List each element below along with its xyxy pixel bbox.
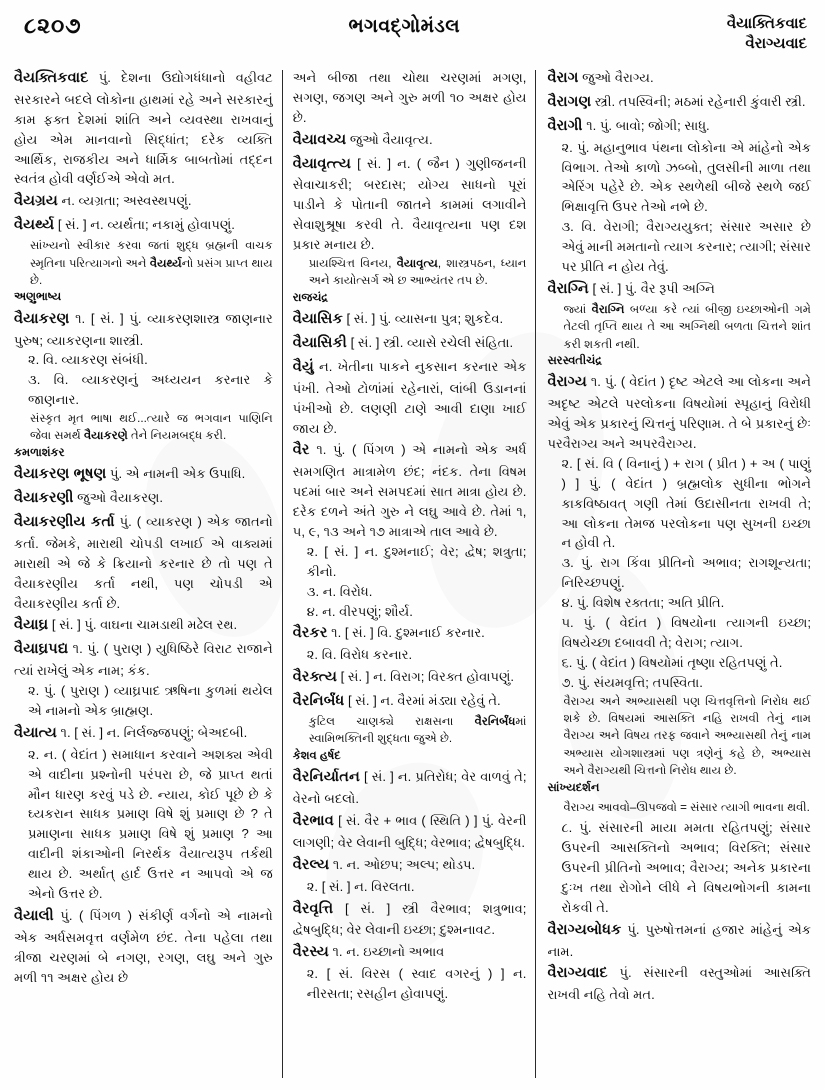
entry-headline bbox=[14, 464, 273, 486]
dictionary-entry bbox=[293, 440, 527, 621]
entry-headword: વૈર bbox=[292, 442, 310, 459]
entry-usage-note: વૈરાગ્ય આવવો–ઊપજવો = સંસાર ત્યાગી ભાવના થવી. bbox=[563, 800, 810, 814]
entry-sense: ૨. વિ. વિરોધ કરનાર. bbox=[306, 647, 413, 663]
entry-definition: પું. પુરુષોત્તમનાં હજાર માંહેનું એક નામ. bbox=[547, 921, 811, 959]
entry-headword: વૈરસ્ય bbox=[292, 944, 329, 961]
entry-definition: [ સં. ] પું. વ્યાસના પુત્ર; શુકદેવ. bbox=[342, 311, 504, 327]
entry-definition: [ સં. ] ન. ( જૈન ) ગુણીજનની સેવાચાકરી; બરદાસ; યોગ્ય સાધનો પૂરાં પાડીને કે પોતાની જાતને કામમાં લગાવીને સેવાશુશ્રૂષા કરવી તે. વૈયાવૃત્યના પણ દશ પ્રકાર મનાય છે. bbox=[292, 155, 527, 253]
entry-definition: પું. ( પિંગળ ) સંકીર્ણ વર્ગનો એ નામનો એક અર્ધસમવૃત્ત વર્ણમેળ છંદ. તેના પહેલા તથા ત્રીજા ચરણમાં બે નગણ, રગણ, લઘુ અને ગુરુ મળી ૧૧ અક્ષર હોય છે bbox=[14, 907, 273, 985]
entry-headline bbox=[14, 512, 273, 613]
entry-sense: ૧. ન. ઓછપ; અલ્પ; થોડપ. bbox=[329, 856, 476, 872]
entry-headword: વૈરલ્ય bbox=[292, 856, 330, 873]
entry-sense: ૧. પું. ( પિંગળ ) એ નામનો એક અર્ધ સમગણિત માત્રામેળ છંદ; નંદક. તેના વિષમ પદમાં બાર અને સમપદમાં સાત માત્રા હોય છે. દરેક દળને અંતે ગુરુ ને લઘુ આવે છે. તેમાં ૧, ૫, ૯, ૧૩ અને ૧૭ માત્રાએ તાલ આવે છે. bbox=[292, 442, 527, 540]
dictionary-entry bbox=[14, 906, 273, 988]
entry-headword: વૈરાગ્યબોધક bbox=[547, 921, 622, 938]
entry-headline bbox=[14, 191, 273, 213]
entry-sense: ૧. [ સં. ] વિ. દુશ્મનાઈ કરનાર. bbox=[327, 625, 485, 641]
dictionary-entry bbox=[293, 691, 527, 765]
entry-headword: વૈયર્થ્ય bbox=[14, 217, 55, 234]
entry-quotation: જ્યાં વૈરાગ્નિ બળ્યા કરે ત્યાં બીજી ઇચ્છાઓની ગમે તેટલી તૃપ્તિ થાય તે આ અગ્નિથી બળતા ચિત્તને શાંત કરી શકતી નથી. bbox=[563, 302, 811, 351]
entry-definition: પું. સંસારની વસ્તુઓમાં આસક્તિ રાખવી નહિ તેવો મત. bbox=[547, 965, 811, 1003]
entry-headline bbox=[293, 899, 527, 941]
entry-definition: જુઓ વૈયાવૃત્ય. bbox=[346, 131, 433, 147]
dictionary-entry bbox=[14, 488, 273, 510]
entry-sense: ૪. ન. વીરપણું; શૌર્ય. bbox=[306, 603, 413, 619]
entry-definition: [ સં. ] પું. વૈર રૂપી અગ્નિ bbox=[588, 280, 715, 296]
entry-definition: સ્ત્રી. તપસ્વિની; મઠમાં રહેનારી કુંવારી સ્ત્રી. bbox=[591, 93, 806, 109]
dictionary-entry bbox=[293, 811, 527, 853]
entry-headline bbox=[293, 333, 527, 355]
entry-definition: [ સં. ] ન. વ્યર્થતા; નકામું હોવાપણું. bbox=[54, 217, 235, 233]
entry-headline bbox=[293, 154, 527, 255]
entry-headline bbox=[547, 920, 811, 962]
entry-headword: વૈરકર bbox=[292, 625, 328, 642]
entry-continuation: અને બીજા તથા ચોથા ચરણમાં મગણ, સગણ, જગણ અને ગુરુ મળી ૧૦ અક્ષર હોય છે. bbox=[292, 70, 527, 125]
entry-headline bbox=[547, 68, 811, 90]
entry-sense: ૩. વિ. વેરાગી; વૈરાગ્યયુક્ત; સંસાર અસાર છે એવું માની મમતાનો ત્યાગ કરનાર; ત્યાગી; સંસાર પર પ્રીતિ ન હોય તેવું. bbox=[561, 219, 811, 275]
dictionary-entry bbox=[14, 68, 273, 189]
entry-headword: વૈરાગ bbox=[547, 70, 579, 86]
entry-headword: વૈયાસિક bbox=[292, 311, 343, 328]
entry-headline bbox=[14, 309, 273, 351]
entry-headword: વૈયાઘ્રપદ્ય bbox=[14, 641, 69, 658]
entry-definition: ન. ખેતીના પાકને નુકસાન કરનાર એક પંખી. તેઓ ટોળાંમાં રહેનારાં, લાંબી ઉડાનનાં પંખીઓ છે. લણણી ટાણે આવી દાણા ખાઈ જાય છે. bbox=[292, 358, 527, 436]
entry-headline bbox=[293, 855, 527, 877]
entry-sense: ૨. [ સં. વિ ( વિનાનું ) + રાગ ( પ્રીત ) + અ ( પાણું ) ] પું. ( વેદાંત ) બ્રહ્મલોક સુધીના ભોગને કાકવિષ્ઠાવત્ ગણી તેમાં ઉદાસીનતા રાખવી તે; આ લોકના તેમજ પરલોકના પણ સુખની ઇચ્છા ન હોવી તે. bbox=[561, 455, 811, 551]
entry-headword: વૈયાવચ્ચ bbox=[292, 131, 347, 148]
guide-words bbox=[727, 14, 811, 54]
entry-definition: પું. દેશના ઉદ્યોગધંધાનો વહીવટ સરકારને બદલે લોકોના હાથમાં રહે અને સરકારનું કામ ફક્ત દેશમાં શાંતિ અને વ્યવસ્થા રાખવાનું હોય એમ માનવાનો સિદ્ધાંત; દરેક વ્યક્તિ આર્થિક, રાજકીય અને ધાર્મિક બાબતોમાં તદ્દન સ્વતંત્ર હોવી વર્ણઈએ એવો મત. bbox=[14, 70, 273, 187]
entry-headword: વૈયાઘ્ર bbox=[14, 617, 49, 634]
dictionary-entry bbox=[293, 309, 527, 331]
dictionary-entry bbox=[14, 309, 273, 463]
dictionary-entry bbox=[547, 920, 811, 962]
folio-number: ૮૨૦૭ bbox=[24, 13, 82, 38]
entry-headword: વૈયાકરણીય કર્તા bbox=[14, 513, 115, 530]
entry-headline bbox=[547, 963, 811, 1005]
entry-headline bbox=[293, 130, 527, 152]
entry-sense: ૪. પું. વિશેષ રક્તતા; અતિ પ્રીતિ. bbox=[561, 595, 725, 611]
entry-definition: [ સં. ] ન. પ્રતિરોધ; વેર વાળવું તે; વેરનો બદલો. bbox=[292, 769, 527, 807]
entry-headline bbox=[293, 811, 527, 853]
text-column-1 bbox=[14, 68, 282, 1080]
entry-headline bbox=[14, 639, 273, 681]
entry-definition: [ સં. વૈર + ભાવ ( સ્થિતિ ) ] પું. વેરની લાગણી; વેર લેવાની બુદ્ધિ; વેરભાવ; દ્વેષબુદ્ધિ. bbox=[292, 812, 527, 850]
entry-headline bbox=[547, 116, 811, 138]
entry-sense: ૨. [ સં. ] ન. દુશ્મનાઈ; વેર; દ્વેષ; શત્રુતા; કીનો. bbox=[306, 543, 527, 579]
page-header bbox=[14, 14, 811, 66]
guide-word-last: વૈરાગ્યવાદ bbox=[745, 34, 807, 52]
entry-headline bbox=[293, 767, 527, 809]
entry-quotation: પ્રાયશ્ચિત્ત વિનય, વૈયાવૃત્ય, શાસ્ત્રપઠન, ધ્યાન અને કાયોત્સર્ગ એ છ આભ્યંતર તપ છે. bbox=[308, 257, 527, 288]
entry-sense: ૧. ન. ઇચ્છાનો અભાવ bbox=[328, 944, 445, 960]
entry-citation-source: કેશવ હર્ષદ bbox=[292, 749, 341, 762]
entry-sense: ૨. [ સં. ] ન. વિરલતા. bbox=[306, 878, 415, 894]
entry-headword: વૈરાગ્ય bbox=[547, 374, 587, 391]
dictionary-entry bbox=[14, 191, 273, 213]
guide-word-first: વૈયાક્તિકવાદ bbox=[726, 15, 807, 32]
entry-sense: ૩. ન. વિરોધ. bbox=[306, 583, 373, 599]
dictionary-entry bbox=[293, 130, 527, 152]
entry-headword: વૈયગ્રય bbox=[14, 193, 58, 210]
entry-headword: વૈયાકરણ bbox=[14, 310, 70, 327]
dictionary-entry bbox=[547, 372, 811, 797]
dictionary-entry bbox=[293, 333, 527, 355]
entry-headline bbox=[547, 92, 811, 114]
entry-sense: ૧. પું. ( પુરાણ ) યુધિષ્ઠિરે વિરાટ રાજાને ત્યાં રાખેલું એક નામ; કંક. bbox=[14, 641, 273, 679]
entry-citation-source: અણુભાષ્ય bbox=[14, 291, 62, 304]
column-container bbox=[14, 68, 811, 1080]
entry-definition: [ સં. ] સ્ત્રી વૈરભાવ; શત્રુભાવ; દ્વેષબુદ્ધિ; વેર લેવાની ઇચ્છા; દુશ્મનાવટ. bbox=[292, 900, 527, 938]
entry-headline bbox=[547, 372, 811, 454]
entry-quotation: સંસ્કૃત મૃત ભાષા થઈ...ત્યારે જ ભગવાન પાણિનિ જેવા સમર્થ વૈયાકરણે તેને નિયમબદ્ધ કરી. bbox=[30, 412, 273, 443]
entry-sense: ૨. પું. મહાનુભાવ પંથના લોકોના એ માંહેનો એક વિભાગ. તેઓ કાળો ઝબ્બો, તુલસીની માળા તથા એરિંગ પહેરે છે. એક સ્થળેથી બીજે સ્થળે જઈ ભિક્ષાવૃત્તિ ઉપર તેઓ નભે છે. bbox=[561, 139, 811, 215]
dictionary-entry bbox=[14, 615, 273, 637]
entry-headword: વૈરવૃત્તિ bbox=[292, 900, 334, 917]
entry-headword: વૈરાગ્યવાદ bbox=[547, 965, 608, 982]
entry-headword: વૈયાવૃત્ત્ય bbox=[292, 155, 351, 172]
dictionary-entry bbox=[293, 357, 527, 439]
entry-sense: ૧. [ સં. ] ન. નિર્લજ્જપણું; બેઅદબી. bbox=[56, 724, 248, 740]
entry-sense: ૨. ન. ( વેદાંત ) સમાધાન કરવાને અશક્ય એવી એ વાદીના પ્રશ્નોની પરંપરા છે, જે પ્રાપ્ત થતાં મૌન ધારણ કરવું પડે છે. ન્યાય, કોઈ પૂછે છે કે ઘ્યકરાન સાધક પ્રમાણ વિષે શું પ્રમાણ છે ? તે પ્રમાણના સાધક પ્રમાણ વિષે શું પ્રમાણ ? આ વાદીની શંકાઓની નિરર્થક વૈયાત્યરૂપ તર્કથી થાય છે. અર્થાત્ હાર્દ ઉત્તર ન આપવો એ જ એનો ઉત્તર છે. bbox=[28, 746, 273, 901]
entry-headline bbox=[14, 488, 273, 510]
entry-headword: વૈરાગણ bbox=[547, 93, 592, 110]
text-column-2 bbox=[283, 68, 536, 1080]
entry-headline bbox=[293, 667, 527, 689]
dictionary-entry bbox=[293, 667, 527, 689]
entry-citation-source: સાંખ્યદર્શન bbox=[547, 781, 600, 794]
text-column-3 bbox=[536, 68, 811, 1080]
entry-definition: જુઓ વૈયાકરણ. bbox=[73, 490, 164, 506]
entry-headword: વૈયાકરણ ભૂષણ bbox=[14, 466, 107, 483]
entry-headword: વૈરનિર્બંધ bbox=[292, 693, 345, 710]
dictionary-entry bbox=[547, 799, 811, 816]
entry-headword: વૈરનિર્યાતન bbox=[292, 769, 360, 786]
entry-quotation: કુટિલ ચાણક્યે રાક્ષસના વૈરનિર્બંધમાં સ્વામિભક્તિની શુદ્ધતા જુએ છે. bbox=[308, 715, 527, 746]
entry-headline bbox=[293, 357, 527, 439]
entry-sense: ૧. પું. બાવો; જોગી; સાધુ. bbox=[582, 117, 710, 133]
entry-sense: ૬. પું. ( વેદાંત ) વિષયોમાં તૃષ્ણા રહિતપણું તે. bbox=[561, 654, 783, 670]
dictionary-entry bbox=[547, 818, 811, 917]
entry-sense: ૨. [ સં. વિરસ ( સ્વાદ વગરનું ) ] ન. નીરસતા; રસહીન હોવાપણું. bbox=[306, 966, 527, 1002]
entry-headword: વૈરભાવ bbox=[292, 812, 334, 829]
entry-citation-source: રાજચંદ્ર bbox=[292, 291, 329, 304]
entry-headline bbox=[14, 615, 273, 637]
entry-headline bbox=[14, 215, 273, 237]
dictionary-entry bbox=[547, 68, 811, 90]
entry-headword: વૈરાગી bbox=[547, 117, 583, 134]
entry-headline bbox=[14, 906, 273, 988]
dictionary-entry bbox=[293, 154, 527, 308]
entry-quotation: સાંખ્યનો સ્વીકાર કરવા જતાં શુદ્ધ બ્રહ્મની વાચક સ્મૃતિના પરિત્યાગનો અને વૈયર્થ્યનો પ્રસંગ પ્રાપ્ત થાય છે. bbox=[30, 239, 273, 287]
entry-sense: ૮. પું. સંસારની માયા મમતા રહિતપણું; સંસાર ઉપરની આસક્તિનો અભાવ; વિરક્તિ; સંસાર ઉપરની પ્રીતિનો અભાવ; વૈરાગ્ય; અનેક પ્રકારના દુઃખ તથા રોગોને લીધે ને વિષયભોગની કામના રોકવી તે. bbox=[561, 820, 811, 915]
entry-headline bbox=[547, 279, 811, 301]
entry-definition: [ સં. ] પું. વાઘના ચામડાથી મઢેલ રથ. bbox=[48, 617, 238, 633]
entry-headword: વૈરાગ્નિ bbox=[547, 280, 589, 297]
entry-sense: ૨. વિ. વ્યાકરણ સંબંધી. bbox=[28, 352, 148, 368]
entry-sense: ૧. [ સં. ] પું. વ્યાકરણશાસ્ત્ર જાણનાર પુરુષ; વ્યાકરણના શાસ્ત્રી. bbox=[14, 310, 273, 348]
entry-sense: ૧. પું. ( વેદાંત ) દૃષ્ટ એટલે આ લોકના અને અદૃષ્ટ એટલે પરલોકના વિષયોમાં સ્પૃહાનું વિરોધી એવું એક પ્રકારનું ચિત્તનું પરિણામ. તે બે પ્રકારનું છેઃ પરવૈરાગ્ય અને અપરવૈરાગ્ય. bbox=[547, 374, 811, 451]
dictionary-entry bbox=[14, 464, 273, 486]
entry-definition: [ સં. ] ન. વૈરમાં મંડ્યા રહેવું તે. bbox=[344, 693, 501, 709]
entry-citation-source: સરસ્વતીચંદ્ર bbox=[547, 354, 602, 367]
dictionary-entry bbox=[293, 623, 527, 665]
entry-headline bbox=[293, 691, 527, 713]
entry-headline bbox=[14, 68, 273, 189]
entry-headword: વૈરક્ત્ય bbox=[292, 669, 338, 686]
dictionary-entry bbox=[293, 855, 527, 897]
dictionary-entry bbox=[547, 279, 811, 370]
dictionary-entry bbox=[547, 963, 811, 1005]
dictionary-entry bbox=[14, 639, 273, 721]
entry-sense: ૫. પું. ( વેદાંત ) વિષયોના ત્યાગની ઇચ્છા; વિષયેચ્છા દબાવવી તે; વેરાગ; ત્યાગ. bbox=[561, 614, 811, 650]
entry-headline bbox=[14, 723, 273, 745]
entry-sense: ૩. પું. રાગ કિંવા પ્રીતિનો અભાવ; રાગશૂન્યતા; નિરિચ્છપણું. bbox=[561, 555, 811, 591]
entry-definition: જુઓ વૈરાગ્ય. bbox=[578, 70, 654, 85]
entry-headline bbox=[293, 623, 527, 645]
entry-headword: વૈયાસિકી bbox=[292, 335, 347, 352]
entry-definition: [ સં. ] સ્ત્રી. વ્યાસે રચેલી સંહિતા. bbox=[347, 335, 514, 351]
dictionary-entry bbox=[293, 942, 527, 1004]
entry-headline bbox=[293, 440, 527, 541]
entry-sense: ૩. વિ. વ્યાકરણનું અધ્યયન કરનાર કે જાણનાર. bbox=[28, 372, 273, 408]
entry-definition: [ સં. ] ન. વિરાગ; વિરક્ત હોવાપણું. bbox=[337, 669, 515, 685]
entry-headline bbox=[293, 309, 527, 331]
entry-quotation: વૈરાગ્ય અને અભ્યાસથી પણ ચિત્તવૃત્તિનો નિરોધ થઈ શકે છે. વિષયમાં આસક્તિ નહિ રાખવી તેનું નામ વૈરાગ્ય અને વિષય તરફ જવાને અભ્યાસથી તેનું નામ અભ્યાસ યોગશાસ્ત્રમાં પણ ત્રણેનું કહે છે, અભ્યાસ અને વૈરાગ્યથી ચિત્તનો નિરોધ થાય છે. bbox=[563, 694, 811, 778]
dictionary-entry bbox=[14, 723, 273, 904]
dictionary-entry bbox=[293, 899, 527, 941]
entry-definition: પું. ( વ્યાકરણ ) એક જાતનો કર્તા. જેમકે, મારાથી ચોપડી લખાઈ એ વાક્યમાં મારાથી એ જે કે ક્રિયાનો કરનાર છે તો પણ તે વૈયાકરણીય કર્તા નથી, પણ ચોપડી એ વૈયાકરણીય કર્તા છે. bbox=[14, 513, 273, 611]
book-title: ભગવદ્ગોમંડલ bbox=[348, 16, 461, 37]
dictionary-entry bbox=[14, 512, 273, 613]
entry-citation-source: કમળાશંકર bbox=[14, 446, 65, 459]
entry-headword: વૈયાકરણી bbox=[14, 490, 74, 507]
entry-definition: ન. વ્યગ્રતા; અસ્વસ્થપણું. bbox=[57, 193, 192, 209]
dictionary-entry bbox=[14, 215, 273, 306]
entry-sense: ૨. પું. ( પુરાણ ) વ્યાઘ્રપાદ ઋષિના કુળમાં થયેલ એ નામનો એક બ્રાહ્મણ. bbox=[28, 683, 273, 718]
entry-headword: વૈયું bbox=[292, 358, 314, 375]
dictionary-entry bbox=[293, 767, 527, 809]
dictionary-entry bbox=[547, 92, 811, 114]
entry-headline bbox=[293, 942, 527, 964]
dictionary-entry bbox=[547, 116, 811, 277]
entry-headword: વૈયક્તિકવાદ bbox=[14, 70, 89, 86]
entry-sense: ૭. પું. સંયમવૃત્તિ; તપસ્વિતા. bbox=[561, 674, 703, 690]
entry-headword: વૈયાલી bbox=[14, 907, 54, 924]
entry-headword: વૈયાત્ય bbox=[14, 724, 57, 741]
entry-definition: પું. એ નામની એક ઉપાધિ. bbox=[106, 466, 246, 482]
dictionary-entry bbox=[293, 68, 527, 128]
